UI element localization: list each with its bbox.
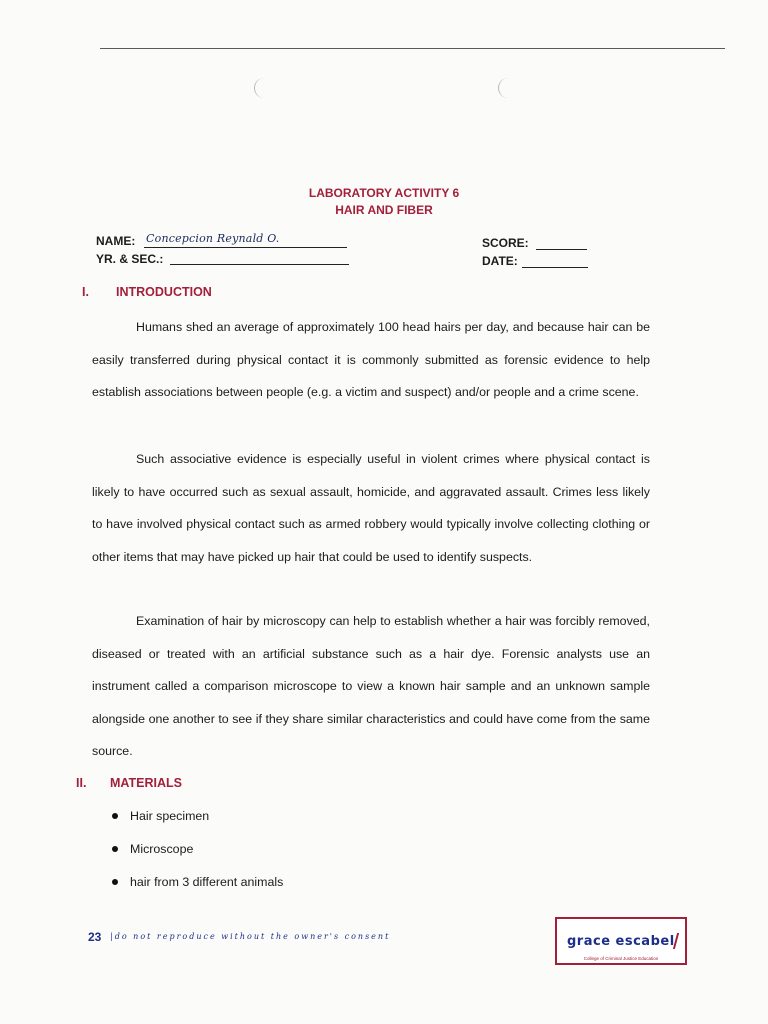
name-label: NAME: — [96, 234, 136, 248]
logo-subtext: College of Criminal Justice Education — [583, 956, 659, 961]
score-line — [536, 235, 587, 250]
logo-text: grace escabel — [567, 934, 675, 949]
page-number: 23 — [88, 930, 102, 944]
intro-paragraph-1: Humans shed an average of approximately 100 head hairs per day, and because hair can be easily transferred during physical contact it is commonly submitted as forensic evidence to help establish associations between people (e.g. a victim and suspect) and/or people and a crime scene. — [92, 320, 650, 399]
name-handwritten-value: Concepcion Reynald O. — [146, 232, 280, 245]
section-title: MATERIALS — [110, 776, 182, 790]
materials-list — [110, 805, 283, 904]
binder-hole-left — [254, 78, 265, 98]
section-number: II. — [76, 776, 87, 790]
list-item: hair from 3 different animals — [110, 871, 283, 904]
intro-paragraph-2: Such associative evidence is especially useful in violent crimes where physical contact is likely to have occurred such as sexual assault, homicide, and aggravated assault. Crimes less likely to have involved physical contact such as armed robbery would typically involve collecting clothing or other items that may have picked up hair that could be used to identify suspects. — [92, 452, 650, 564]
score-label: SCORE: — [482, 236, 529, 250]
author-logo — [555, 917, 687, 965]
section-number: I. — [82, 285, 89, 299]
top-rule — [100, 48, 725, 49]
yr-sec-line — [170, 250, 349, 265]
list-item: Hair specimen — [110, 805, 283, 838]
binder-hole-right — [498, 78, 509, 98]
date-label: DATE: — [482, 254, 518, 268]
list-item: Microscope — [110, 838, 283, 871]
yr-sec-label: YR. & SEC.: — [96, 252, 164, 266]
activity-title: LABORATORY ACTIVITY 6 — [308, 186, 460, 200]
date-line — [522, 253, 588, 268]
copyright-note: |do not reproduce without the owner's consent — [110, 932, 391, 941]
section-title: INTRODUCTION — [116, 285, 212, 299]
activity-subtitle: HAIR AND FIBER — [335, 203, 433, 217]
intro-paragraph-3: Examination of hair by microscopy can help to establish whether a hair was forcibly removed, diseased or treated with an artificial substance such as a hair dye. Forensic analysts use an instrument called a comparison microscope to view a known hair sample and an unknown sample alongside one another to see if they share similar characteristics and could have come from the same source. — [92, 614, 650, 758]
